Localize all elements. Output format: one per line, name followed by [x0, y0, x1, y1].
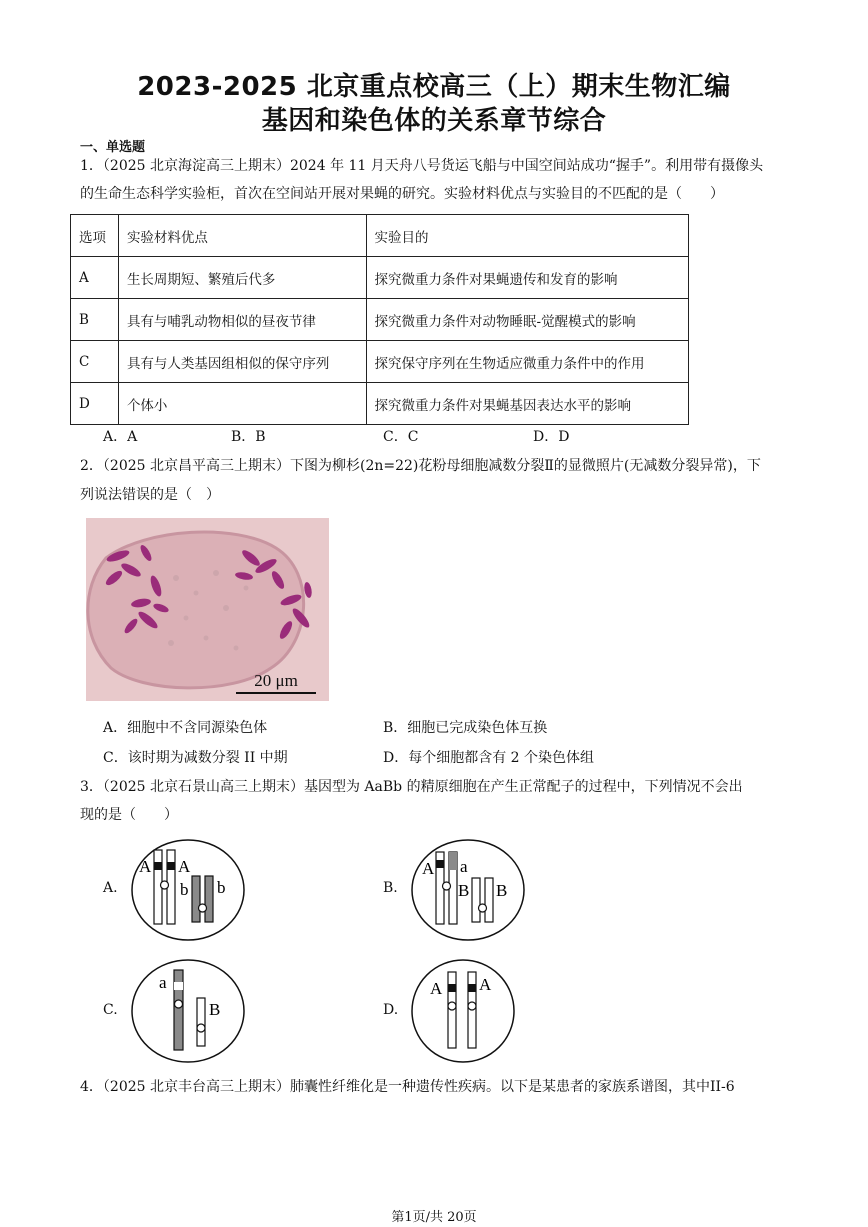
table-cell: 探究微重力条件对果蝇遗传和发育的影响	[366, 257, 688, 299]
table-cell: B	[71, 299, 119, 341]
q3-option-c-label: C.	[103, 1002, 118, 1018]
table-cell: C	[71, 341, 119, 383]
q1-choice-d: D．D	[533, 429, 570, 445]
q3-option-a-diagram	[130, 838, 246, 942]
q2-choice-a: A．细胞中不含同源染色体	[103, 720, 268, 736]
q3-text-line1: 3．（2025 北京石景山高三上期末）基因型为 AaBb 的精原细胞在产生正常配子的过程中，下列情况不会出	[80, 779, 743, 795]
gene-label: A	[422, 859, 435, 878]
q2-text-line2: 列说法错误的是（ ）	[80, 487, 220, 503]
table-cell: D	[71, 383, 119, 425]
q1-choice-c: C．C	[383, 429, 419, 445]
q3-option-d-label: D.	[383, 1002, 399, 1018]
q3-option-b-diagram	[410, 838, 526, 942]
table-header-cell: 选项	[71, 215, 119, 257]
gene-label: A	[178, 857, 191, 876]
q1-choice-b: B．B	[231, 429, 266, 445]
table-row	[71, 257, 689, 299]
table-cell: 探究微重力条件对动物睡眠-觉醒模式的影响	[366, 299, 688, 341]
q1-choice-a: A．A	[103, 429, 138, 445]
q1-table	[70, 214, 689, 425]
q4-text-line1: 4．（2025 北京丰台高三上期末）肺囊性纤维化是一种遗传性疾病。以下是某患者的家族系谱图，其中II-6	[80, 1079, 735, 1095]
table-row	[71, 341, 689, 383]
doc-title-line1: 2023-2025 北京重点校高三（上）期末生物汇编	[137, 72, 731, 102]
table-cell: 具有与哺乳动物相似的昼夜节律	[118, 299, 366, 341]
q1-text-line1: 1．（2025 北京海淀高三上期末）2024 年 11 月天舟八号货运飞船与中国空间站成功“握手”。利用带有摄像头	[80, 158, 764, 174]
table-header-cell: 实验目的	[366, 215, 688, 257]
q3-text-line2: 现的是（ ）	[80, 807, 178, 823]
q3-option-a-label: A.	[103, 880, 118, 896]
gene-label: A	[430, 979, 443, 998]
gene-label: b	[217, 878, 226, 897]
table-header-row	[71, 215, 689, 257]
table-cell: 个体小	[118, 383, 366, 425]
q1-text-line2: 的生命生态科学实验柜，首次在空间站开展对果蝇的研究。实验材料优点与实验目的不匹配的是（ ）	[80, 186, 724, 202]
doc-title-line2: 基因和染色体的关系章节综合	[261, 106, 607, 136]
q2-choice-b: B．细胞已完成染色体互换	[383, 720, 548, 736]
gene-label: B	[458, 881, 470, 900]
page-footer: 第1页/共 20页	[391, 1210, 477, 1225]
table-cell: 探究保守序列在生物适应微重力条件中的作用	[366, 341, 688, 383]
scale-bar-label: 20 μm	[254, 671, 298, 690]
gene-label: B	[496, 881, 508, 900]
table-cell: A	[71, 257, 119, 299]
micrograph-image	[86, 518, 329, 701]
q3-option-c-diagram	[130, 958, 246, 1064]
q2-text-line1: 2．（2025 北京昌平高三上期末）下图为柳杉(2n=22)花粉母细胞减数分裂Ⅱ的显微照片(无减数分裂异常)，下	[80, 458, 761, 474]
table-cell: 生长周期短、繁殖后代多	[118, 257, 366, 299]
table-row	[71, 383, 689, 425]
table-row	[71, 299, 689, 341]
gene-label: a	[159, 973, 167, 992]
gene-label: A	[479, 975, 492, 994]
q2-choice-c: C．该时期为减数分裂 II 中期	[103, 750, 288, 766]
q3-option-b-label: B.	[383, 880, 398, 896]
section-title: 一、单选题	[80, 140, 146, 155]
q2-choice-d: D．每个细胞都含有 2 个染色体组	[383, 750, 595, 766]
table-cell: 探究微重力条件对果蝇基因表达水平的影响	[366, 383, 688, 425]
q3-option-d-diagram	[410, 958, 516, 1064]
gene-label: B	[209, 1000, 221, 1019]
gene-label: a	[460, 857, 468, 876]
table-cell: 具有与人类基因组相似的保守序列	[118, 341, 366, 383]
gene-label: b	[180, 880, 189, 899]
table-header-cell: 实验材料优点	[118, 215, 366, 257]
gene-label: A	[139, 857, 152, 876]
